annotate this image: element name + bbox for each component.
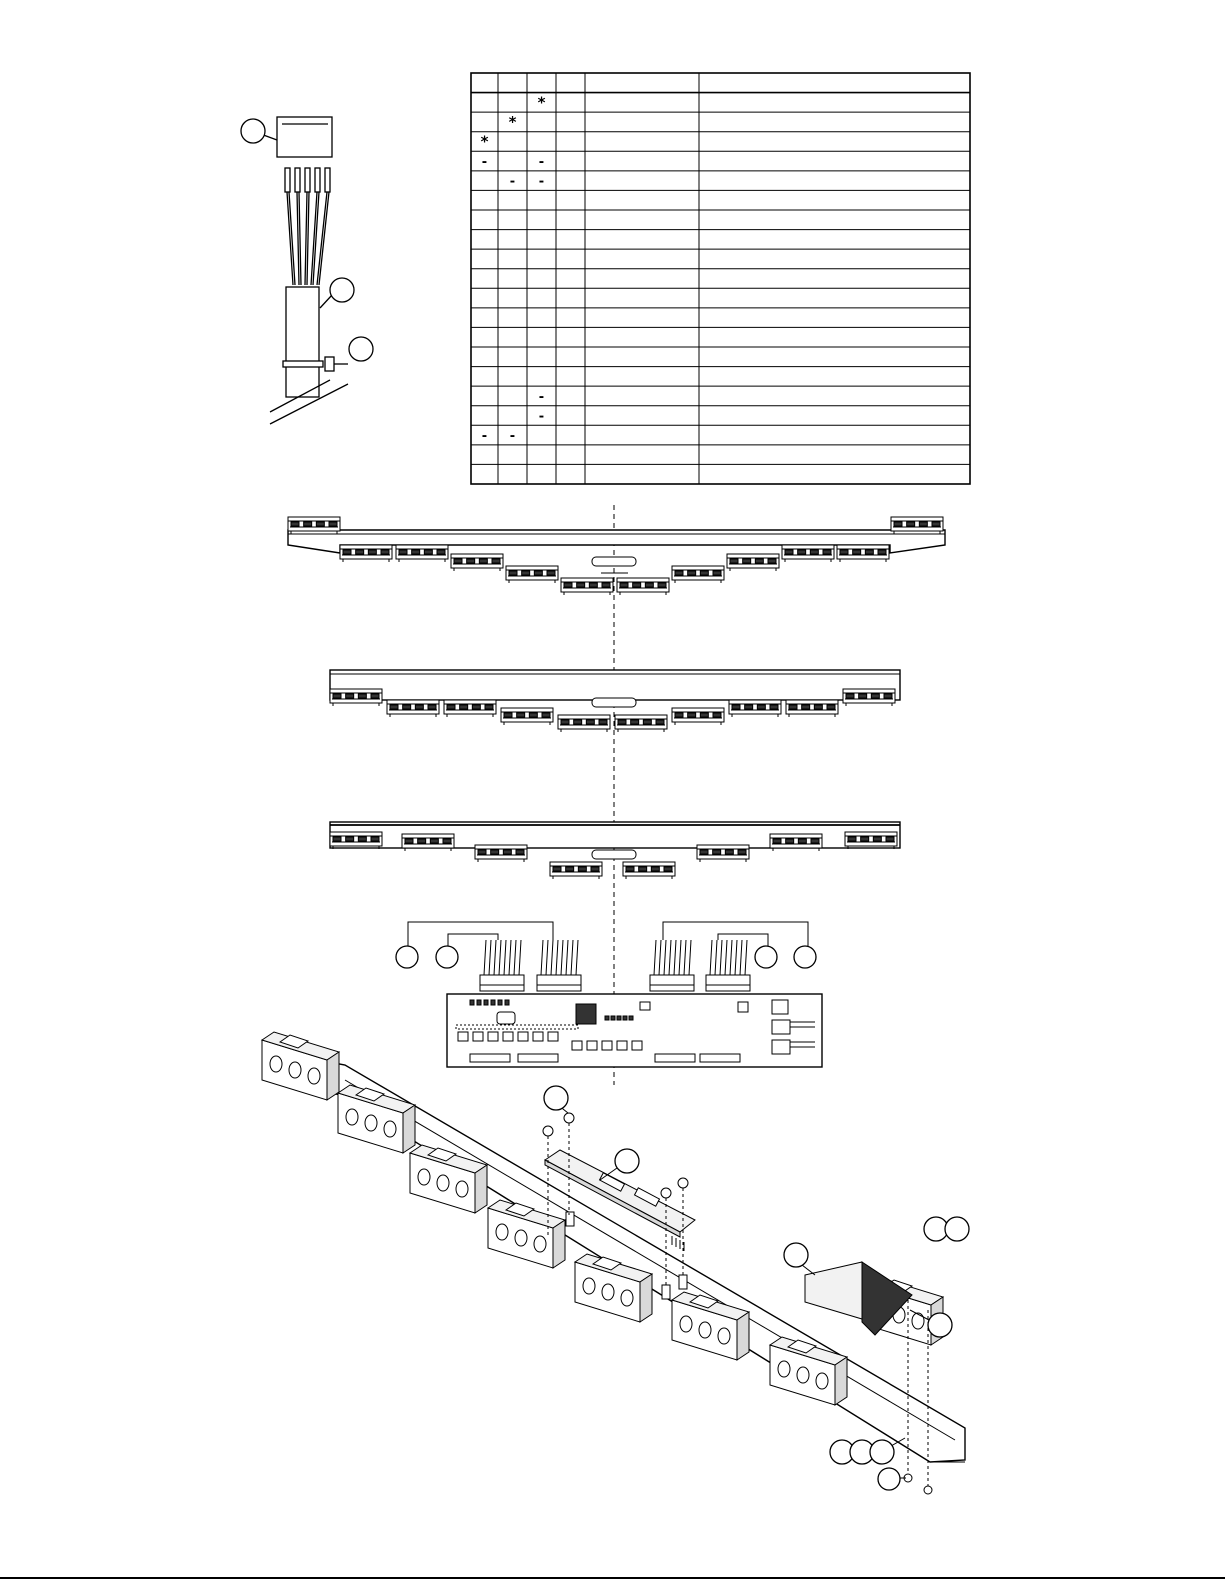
callout-bottom-screw (878, 1468, 900, 1490)
connector-plug (480, 940, 524, 991)
callout-harness-connector (241, 119, 265, 143)
screw-2 (564, 1113, 574, 1123)
light-module (786, 700, 838, 717)
assembly-light-module (770, 1337, 847, 1405)
connector-leaders (408, 922, 808, 950)
parts-table-frame (471, 73, 970, 484)
light-bar-3-bracket (592, 850, 636, 859)
light-module (727, 554, 779, 571)
light-module (845, 832, 897, 849)
light-module (451, 554, 503, 571)
light-module (501, 708, 553, 725)
screw-1 (543, 1126, 553, 1136)
table-mark: - (538, 155, 545, 171)
light-module (672, 566, 724, 583)
light-module (672, 708, 724, 725)
connector-housing (277, 117, 332, 157)
callout-module-b (945, 1217, 969, 1241)
light-module (697, 845, 749, 862)
callout-rail-c (870, 1440, 894, 1464)
light-module (782, 545, 834, 562)
screw-3 (661, 1188, 671, 1198)
light-bar-1 (288, 517, 945, 595)
light-bar-1-modules (288, 517, 943, 595)
callout-harness-tie (349, 337, 373, 361)
light-module (340, 545, 392, 562)
callout-plug-c (755, 946, 777, 968)
connector-plug (537, 940, 581, 991)
table-mark: - (509, 174, 516, 190)
light-module (891, 517, 943, 534)
light-module (506, 566, 558, 583)
cable-tie (283, 361, 323, 367)
light-module (444, 700, 496, 717)
table-mark: - (538, 409, 545, 425)
light-module (558, 715, 610, 732)
parts-table-grid (471, 73, 970, 484)
light-module (561, 578, 613, 595)
screw-4 (678, 1178, 688, 1188)
light-module (837, 545, 889, 562)
light-module (729, 700, 781, 717)
light-module (288, 517, 340, 534)
table-mark: - (538, 389, 545, 405)
parts-table (471, 73, 970, 484)
table-mark: - (509, 429, 516, 445)
callout-screw (544, 1086, 568, 1110)
connector-plugs (480, 940, 750, 991)
callout-plug-d (794, 946, 816, 968)
light-bar-2 (330, 670, 900, 732)
light-module (330, 689, 382, 706)
table-mark: * (508, 112, 517, 131)
wire-harness-detail (258, 117, 348, 424)
callout-plug-a (396, 946, 418, 968)
light-module (770, 834, 822, 851)
control-board-chip (576, 1004, 596, 1024)
exploded-assembly (262, 1032, 965, 1494)
light-module (615, 715, 667, 732)
table-mark: * (480, 132, 489, 151)
wire-sleeve (286, 287, 319, 397)
callout-mini-board (615, 1149, 639, 1173)
table-mark: - (538, 174, 545, 190)
connector-plug (706, 940, 750, 991)
light-module (396, 545, 448, 562)
callout-plug-b (436, 946, 458, 968)
light-module (843, 689, 895, 706)
callout-harness-sleeve (330, 278, 354, 302)
control-board (447, 994, 822, 1067)
light-module (550, 862, 602, 879)
callout-lens-rear (928, 1313, 952, 1337)
assembly-light-module (338, 1085, 415, 1153)
light-module (475, 845, 527, 862)
table-mark: - (481, 155, 488, 171)
light-bar-3 (330, 822, 900, 879)
light-module (387, 700, 439, 717)
light-module (617, 578, 669, 595)
light-module (330, 832, 382, 849)
plug-callouts (396, 946, 816, 968)
light-module (402, 834, 454, 851)
assembly-light-module (262, 1032, 339, 1100)
table-mark: * (537, 93, 546, 112)
callout-lens-panel (784, 1243, 808, 1267)
screw-bottom-2 (924, 1486, 932, 1494)
light-bar-2-bracket (592, 698, 636, 707)
light-module (623, 862, 675, 879)
wire-leads (285, 168, 330, 285)
table-mark: - (481, 429, 488, 445)
connector-plug (650, 940, 694, 991)
